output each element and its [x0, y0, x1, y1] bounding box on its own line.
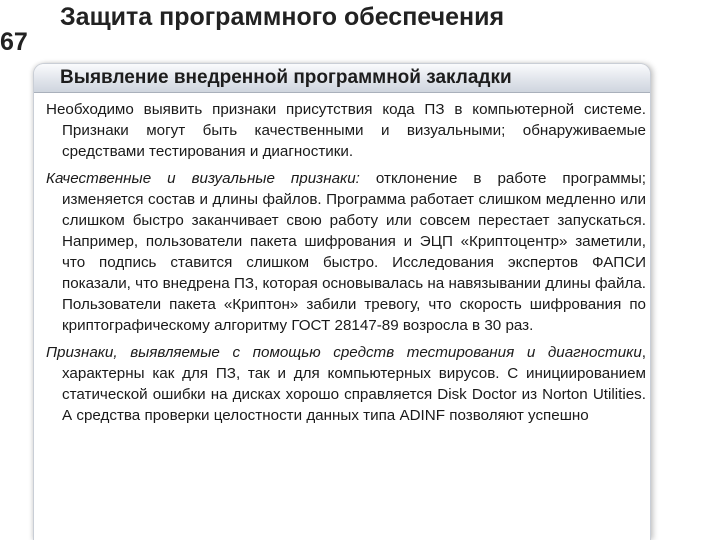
- paragraph-visual-signs: [46, 168, 646, 336]
- paragraph-text: Необходимо выявить признаки присутствия кода ПЗ в компьютерной системе. Признаки могут быть качественными и визуальными; обнаруживаемые средствами тестирования и диагностики.: [46, 101, 646, 160]
- slide-title: Защита программного обеспечения: [60, 3, 505, 31]
- paragraph-lead: Признаки, выявляемые с помощью средств тестирования и диагностики: [46, 344, 642, 361]
- paragraph-lead: Качественные и визуальные признаки:: [46, 170, 360, 187]
- paragraph-text: отклонение в работе программы; изменяется состав и длины файлов. Программа работает слишком медленно или слишком быстро заканчивает свою работу или совсем перестает запускаться. Например, пользователи пакета шифрования и ЭЦП «Криптоцентр» заметили, что подпись ставится слишком быстро. Исследования экспертов ФАПСИ показали, что внедрена ПЗ, которая основывалась на навязывании длины файла. Пользователи пакета «Криптон» забили тревогу, что скорость шифрования по криптографическому алгоритму ГОСТ 28147-89 возросла в 30 раз.: [62, 170, 646, 334]
- panel-body: [34, 93, 650, 426]
- panel-header: Выявление внедренной программной закладки: [34, 64, 650, 93]
- paragraph-intro: [46, 99, 646, 162]
- slide-number: 67: [0, 28, 28, 56]
- paragraph-text: , характерны как для ПЗ, так и для компьютерных вирусов. С инициированием статической ошибки на дисках хорошо справляется Disk Doctor из Norton Utilities. А средства проверки целостности данных типа ADINF позволяют успешно: [62, 344, 646, 424]
- content-panel: [34, 64, 650, 540]
- paragraph-testing-signs: [46, 342, 646, 426]
